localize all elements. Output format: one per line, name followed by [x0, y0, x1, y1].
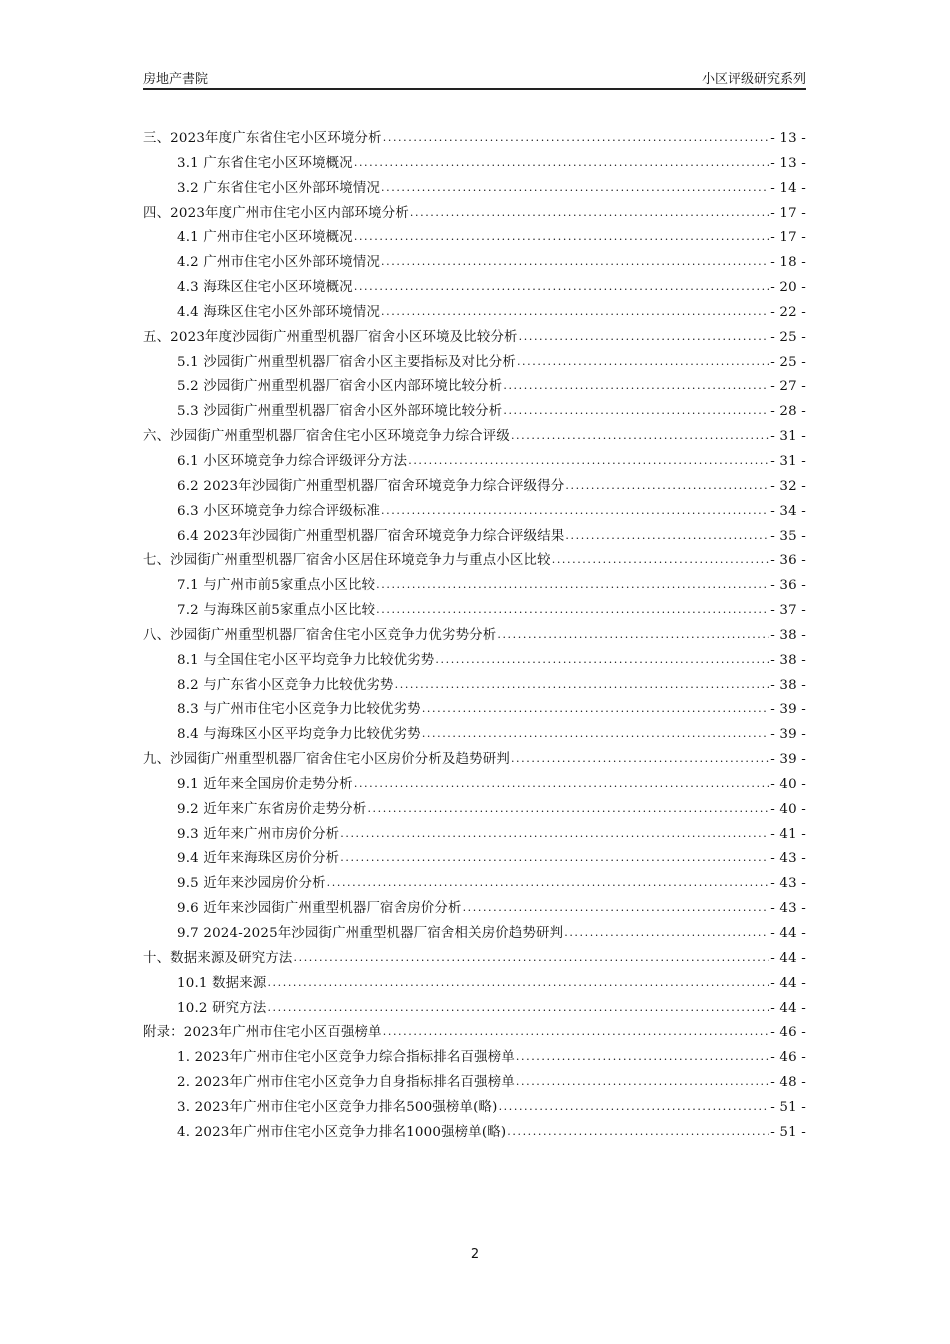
toc-entry-page: - 25 - [770, 329, 806, 345]
toc-entry-section[interactable] [143, 152, 806, 177]
page-number: 2 [470, 1247, 480, 1262]
dot-leader [422, 699, 769, 713]
toc-entry-label: 附录：2023年广州市住宅小区百强榜单 [143, 1025, 382, 1041]
toc-entry-label: 7.2 与海珠区前5家重点小区比较 [177, 603, 376, 619]
toc-entry-section[interactable] [143, 226, 806, 251]
toc-entry-label: 8.3 与广州市住宅小区竞争力比较优劣势 [177, 702, 421, 718]
toc-entry-page: - 14 - [770, 180, 806, 196]
toc-entry-chapter[interactable] [143, 127, 806, 152]
toc-entry-chapter[interactable] [143, 748, 806, 773]
dot-leader [422, 724, 769, 738]
dot-leader [381, 501, 769, 515]
toc-entry-section[interactable] [143, 872, 806, 897]
toc-entry-label: 五、2023年度沙园街广州重型机器厂宿舍小区环境及比较分析 [143, 329, 518, 345]
toc-entry-label: 6.1 小区环境竞争力综合评级评分方法 [177, 453, 408, 469]
toc-entry-label: 9.7 2024-2025年沙园街广州重型机器厂宿舍相关房价趋势研判 [177, 926, 564, 941]
toc-entry-section[interactable] [143, 1121, 806, 1146]
toc-entry-page: - 36 - [770, 578, 806, 594]
toc-entry-page: - 38 - [770, 652, 806, 668]
dot-leader [503, 401, 769, 415]
toc-entry-chapter[interactable] [143, 425, 806, 450]
toc-entry-label: 6.4 2023年沙园街广州重型机器厂宿舍环境竞争力综合评级结果 [177, 528, 565, 544]
toc-entry-section[interactable] [143, 574, 806, 599]
dot-leader [381, 252, 769, 266]
dot-leader [354, 153, 769, 167]
toc-entry-label: 4.1 广州市住宅小区环境概况 [177, 230, 353, 246]
toc-entry-page: - 40 - [770, 776, 806, 792]
dot-leader [517, 352, 769, 366]
toc-entry-label: 2. 2023年广州市住宅小区竞争力自身指标排名百强榜单 [177, 1075, 515, 1091]
toc-entry-section[interactable] [143, 301, 806, 326]
page-header [143, 68, 806, 90]
dot-leader [395, 675, 770, 689]
toc-entry-section[interactable] [143, 698, 806, 723]
toc-entry-label: 5.3 沙园街广州重型机器厂宿舍小区外部环境比较分析 [177, 404, 503, 420]
dot-leader [516, 1047, 769, 1061]
toc-entry-page: - 27 - [770, 379, 806, 395]
toc-entry-section[interactable] [143, 847, 806, 872]
toc-entry-section[interactable] [143, 649, 806, 674]
toc-entry-section[interactable] [143, 1046, 806, 1071]
toc-entry-section[interactable] [143, 922, 806, 947]
table-of-contents [143, 127, 806, 1146]
toc-entry-page: - 13 - [770, 155, 806, 171]
toc-entry-page: - 46 - [770, 1025, 806, 1041]
toc-entry-section[interactable] [143, 773, 806, 798]
toc-entry-label: 四、2023年度广州市住宅小区内部环境分析 [143, 205, 409, 221]
toc-entry-section[interactable] [143, 1071, 806, 1096]
toc-entry-section[interactable] [143, 674, 806, 699]
toc-entry-page: - 22 - [770, 304, 806, 320]
toc-entry-page: - 37 - [770, 603, 806, 619]
dot-leader [381, 178, 769, 192]
dot-leader [383, 128, 769, 142]
toc-entry-label: 6.3 小区环境竞争力综合评级标准 [177, 503, 381, 519]
toc-entry-page: - 20 - [770, 280, 806, 296]
toc-entry-label: 5.2 沙园街广州重型机器厂宿舍小区内部环境比较分析 [177, 379, 503, 395]
publisher-name: 房地产書院 [143, 72, 209, 87]
toc-entry-page: - 28 - [770, 404, 806, 420]
toc-entry-label: 六、沙园街广州重型机器厂宿舍住宅小区环境竞争力综合评级 [143, 429, 510, 445]
toc-entry-section[interactable] [143, 997, 806, 1022]
toc-entry-label: 4.2 广州市住宅小区外部环境情况 [177, 255, 381, 271]
toc-entry-label: 9.2 近年来广东省房价走势分析 [177, 801, 367, 817]
toc-entry-chapter[interactable] [143, 947, 806, 972]
dot-leader [367, 799, 769, 813]
dot-leader [327, 873, 770, 887]
toc-entry-page: - 18 - [770, 255, 806, 271]
toc-entry-page: - 38 - [770, 627, 806, 643]
toc-entry-chapter[interactable] [143, 624, 806, 649]
toc-entry-section[interactable] [143, 798, 806, 823]
toc-entry-label: 9.1 近年来全国房价走势分析 [177, 776, 353, 792]
toc-entry-label: 9.3 近年来广州市房价分析 [177, 826, 340, 842]
toc-entry-section[interactable] [143, 351, 806, 376]
toc-entry-label: 9.5 近年来沙园房价分析 [177, 876, 326, 892]
dot-leader [340, 848, 769, 862]
toc-entry-chapter[interactable] [143, 549, 806, 574]
toc-entry-section[interactable] [143, 723, 806, 748]
toc-entry-label: 3.2 广东省住宅小区外部环境情况 [177, 180, 381, 196]
dot-leader [267, 973, 769, 987]
toc-entry-section[interactable] [143, 500, 806, 525]
toc-entry-section[interactable] [143, 177, 806, 202]
toc-entry-page: - 39 - [770, 752, 806, 768]
toc-entry-page: - 44 - [770, 1000, 806, 1016]
toc-entry-page: - 17 - [770, 230, 806, 246]
dot-leader [499, 1097, 770, 1111]
toc-entry-section[interactable] [143, 450, 806, 475]
toc-entry-chapter[interactable] [143, 326, 806, 351]
toc-entry-page: - 51 - [770, 1124, 806, 1140]
dot-leader [381, 302, 769, 316]
dot-leader [565, 526, 769, 540]
toc-entry-page: - 38 - [770, 677, 806, 693]
dot-leader [507, 1122, 769, 1136]
toc-entry-page: - 44 - [770, 950, 806, 966]
toc-entry-label: 9.4 近年来海珠区房价分析 [177, 851, 340, 867]
toc-entry-label: 七、沙园街广州重型机器厂宿舍小区居住环境竞争力与重点小区比较 [143, 553, 551, 569]
dot-leader [552, 550, 769, 564]
dot-leader [519, 327, 770, 341]
toc-entry-label: 6.2 2023年沙园街广州重型机器厂宿舍环境竞争力综合评级得分 [177, 478, 565, 494]
toc-entry-label: 八、沙园街广州重型机器厂宿舍住宅小区竞争力优劣势分析 [143, 627, 497, 643]
toc-entry-label: 5.1 沙园街广州重型机器厂宿舍小区主要指标及对比分析 [177, 354, 516, 370]
dot-leader [435, 650, 769, 664]
toc-entry-page: - 44 - [770, 975, 806, 991]
toc-entry-chapter[interactable] [143, 202, 806, 227]
dot-leader [376, 575, 769, 589]
toc-entry-label: 9.6 近年来沙园街广州重型机器厂宿舍房价分析 [177, 901, 462, 917]
toc-entry-section[interactable] [143, 599, 806, 624]
toc-entry-label: 7.1 与广州市前5家重点小区比较 [177, 578, 376, 594]
toc-entry-label: 8.1 与全国住宅小区平均竞争力比较优劣势 [177, 652, 435, 668]
header-divider [143, 88, 806, 90]
toc-entry-section[interactable] [143, 276, 806, 301]
series-title: 小区评级研究系列 [701, 72, 806, 87]
toc-entry-page: - 41 - [770, 826, 806, 842]
toc-entry-page: - 48 - [770, 1075, 806, 1091]
toc-entry-page: - 31 - [770, 453, 806, 469]
toc-entry-label: 3.1 广东省住宅小区环境概况 [177, 155, 353, 171]
dot-leader [410, 203, 769, 217]
toc-entry-page: - 31 - [770, 429, 806, 445]
toc-entry-page: - 39 - [770, 727, 806, 743]
dot-leader [340, 824, 769, 838]
dot-leader [463, 898, 770, 912]
toc-entry-page: - 46 - [770, 1050, 806, 1066]
dot-leader [511, 749, 769, 763]
dot-leader [354, 774, 769, 788]
toc-entry-section[interactable] [143, 375, 806, 400]
dot-leader [383, 1022, 769, 1036]
toc-entry-label: 8.2 与广东省小区竞争力比较优劣势 [177, 677, 394, 693]
dot-leader [511, 426, 769, 440]
toc-entry-page: - 40 - [770, 801, 806, 817]
toc-entry-page: - 43 - [770, 901, 806, 917]
toc-entry-page: - 13 - [770, 131, 806, 146]
dot-leader [267, 998, 769, 1012]
toc-entry-page: - 43 - [770, 876, 806, 892]
toc-entry-section[interactable] [143, 823, 806, 848]
toc-entry-label: 4.4 海珠区住宅小区外部环境情况 [177, 304, 381, 320]
toc-entry-page: - 51 - [770, 1099, 806, 1115]
toc-entry-label: 10.2 研究方法 [177, 1000, 267, 1016]
dot-leader [294, 948, 770, 962]
toc-entry-page: - 32 - [770, 478, 806, 494]
toc-entry-label: 4. 2023年广州市住宅小区竞争力排名1000强榜单(略) [177, 1124, 507, 1140]
toc-entry-page: - 17 - [770, 205, 806, 221]
dot-leader [564, 923, 769, 937]
dot-leader [408, 451, 769, 465]
dot-leader [565, 476, 769, 490]
dot-leader [503, 376, 769, 390]
toc-entry-page: - 34 - [770, 503, 806, 519]
toc-entry-page: - 39 - [770, 702, 806, 718]
toc-entry-label: 1. 2023年广州市住宅小区竞争力综合指标排名百强榜单 [177, 1050, 515, 1066]
toc-entry-chapter[interactable] [143, 1021, 806, 1046]
toc-entry-label: 10.1 数据来源 [177, 975, 267, 991]
toc-entry-label: 3. 2023年广州市住宅小区竞争力排名500强榜单(略) [177, 1099, 498, 1115]
toc-entry-label: 九、沙园街广州重型机器厂宿舍住宅小区房价分析及趋势研判 [143, 752, 510, 768]
toc-entry-page: - 44 - [770, 926, 806, 941]
toc-entry-section[interactable] [143, 972, 806, 997]
toc-entry-page: - 35 - [770, 528, 806, 544]
toc-entry-label: 4.3 海珠区住宅小区环境概况 [177, 280, 353, 296]
toc-entry-label: 8.4 与海珠区小区平均竞争力比较优劣势 [177, 727, 421, 743]
toc-entry-label: 十、数据来源及研究方法 [143, 950, 293, 966]
dot-leader [376, 600, 769, 614]
dot-leader [354, 227, 769, 241]
dot-leader [354, 277, 769, 291]
toc-entry-label: 三、2023年度广东省住宅小区环境分析 [143, 131, 382, 146]
toc-entry-section[interactable] [143, 1096, 806, 1121]
toc-entry-section[interactable] [143, 897, 806, 922]
toc-entry-section[interactable] [143, 251, 806, 276]
toc-entry-page: - 36 - [770, 553, 806, 569]
toc-entry-page: - 25 - [770, 354, 806, 370]
toc-entry-section[interactable] [143, 475, 806, 500]
toc-entry-section[interactable] [143, 400, 806, 425]
dot-leader [497, 625, 769, 639]
dot-leader [516, 1072, 769, 1086]
toc-entry-page: - 43 - [770, 851, 806, 867]
toc-entry-section[interactable] [143, 525, 806, 550]
